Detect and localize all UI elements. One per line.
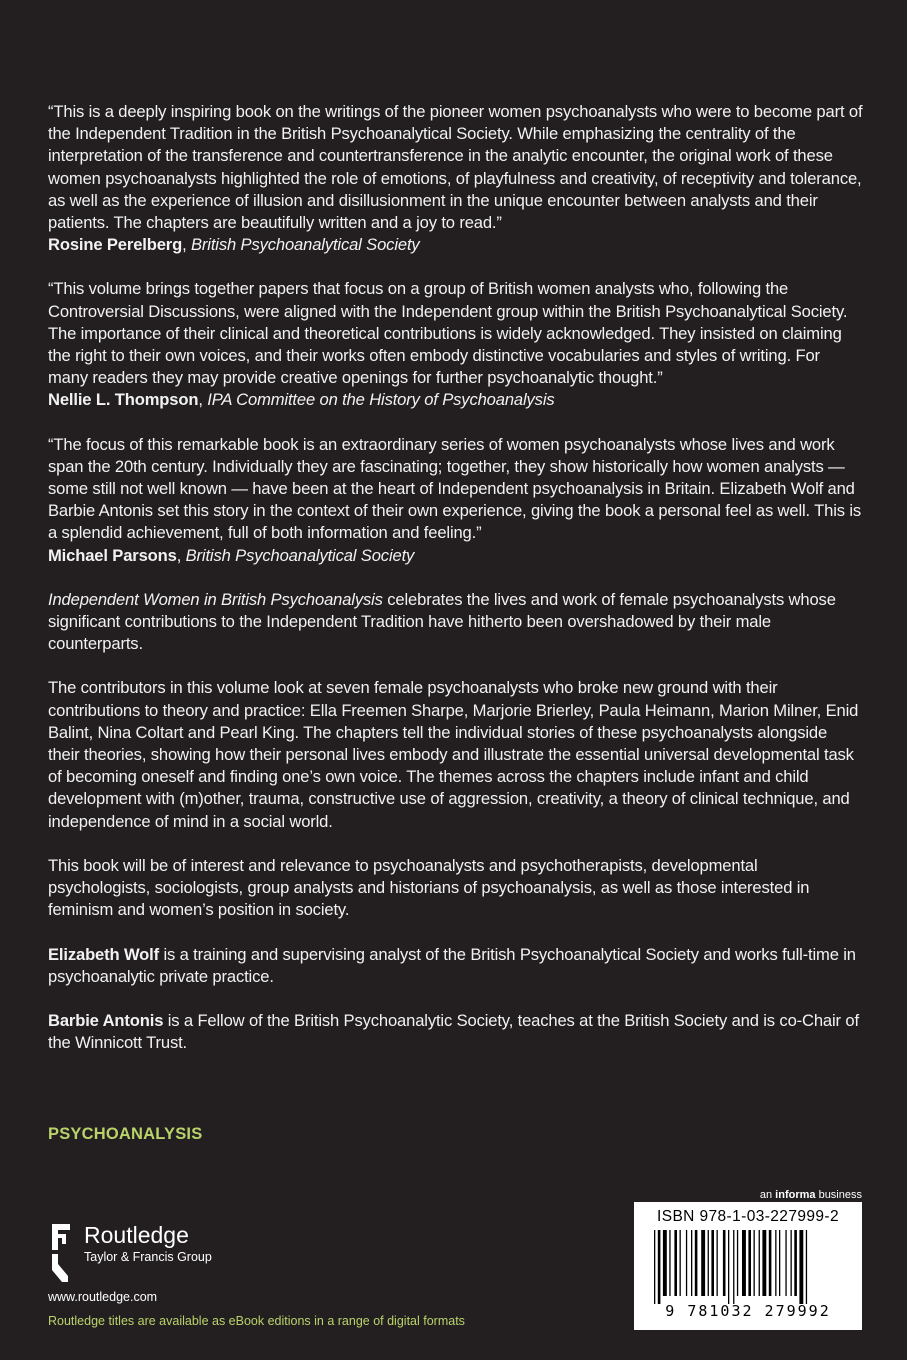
barcode-bar — [669, 1230, 670, 1296]
barcode-bar — [723, 1230, 726, 1296]
routledge-logo-icon — [48, 1220, 76, 1286]
barcode-bar — [785, 1230, 786, 1296]
barcode-bar — [762, 1230, 766, 1296]
endorsement-quote: “This is a deeply inspiring book on the writings of the pioneer women psychoanalysts who were to become part of the Independent Tradition in the British Psychoanalytical Society. While emphasizing the centrality of the interpretation of the transference and countertransference in the analytic encounter, the original work of these women psychoanalysts highlighted the role of emotions, of playfulness and creativity, of receptivity and tolerance, as well as the experience of illusion and disillusionment in the unique encounter between analysts and their patients. The chapters are beautifully written and a joy to read.” — [48, 102, 863, 233]
endorser-name: Nellie L. Thompson — [48, 390, 199, 410]
barcode-bar — [742, 1230, 746, 1296]
endorsement-attribution: Rosine Perelberg, British Psychoanalytical Society — [48, 235, 420, 255]
barcode-bar — [775, 1230, 776, 1296]
barcode-bar — [769, 1230, 772, 1296]
barcode-bar — [686, 1230, 687, 1296]
isbn-text: ISBN 978-1-03-227999-2 — [657, 1208, 839, 1225]
publisher-logo — [48, 1220, 508, 1286]
publisher-block — [48, 1220, 508, 1328]
endorsement-attribution: Michael Parsons, British Psychoanalytical Society — [48, 545, 415, 565]
publisher-url[interactable]: www.routledge.com — [48, 1290, 158, 1304]
barcode-digits: 9 781032 279992 — [665, 1302, 831, 1320]
barcode-bar — [791, 1230, 792, 1296]
barcode-bar — [754, 1230, 755, 1296]
endorsement-quote: “The focus of this remarkable book is an extraordinary series of women psychoanalysts whose lives and work span the 20th century. Individually they are fascinating; together, they show historically how women analysts — some still not well known — have been at the heart of Independent psychoanalysis in Britain. Elizabeth Wolf and Barbie Antonis set this story in the context of their own experience, giving the book a personal feel as well. This is a splendid achievement, full of both information and feeling.” — [48, 434, 862, 543]
barcode-bar — [654, 1230, 655, 1304]
editor-bio: Elizabeth Wolf is a training and supervising analyst of the British Psychoanalytical Society and works full-time in psychoanalytic private practice. — [48, 944, 856, 986]
endorser-affiliation: British Psychoanalytical Society — [191, 235, 420, 255]
barcode-bar — [733, 1230, 734, 1304]
description-paragraph: The contributors in this volume look at seven female psychoanalysts who broke new ground with their contributions to theory and practice: Ella Freemen Sharpe, Marjorie Brierley, Paula Heimann, Marion Milner, Enid Balint, Nina Coltart and Pearl King. The chapters tell the individual stories of these psychoanalysts alongside their theories, showing how their personal lives embody and illustrate the essential universal developmental task of becoming oneself and finding one’s own voice. The themes across the chapters include infant and child development with (m)other, trauma, constructive use of aggression, creativity, a theory of clinical technique, and independence of mind in a social world. — [48, 678, 859, 831]
barcode-bar — [674, 1230, 677, 1296]
barcode-bar — [779, 1230, 780, 1296]
informa-business: an informa business — [759, 1189, 862, 1201]
barcode-bar — [658, 1230, 661, 1304]
endorsement — [48, 101, 863, 256]
barcode-bar — [691, 1230, 692, 1296]
barcode-bars — [648, 1230, 848, 1304]
barcode-bar — [799, 1230, 803, 1304]
editor-name: Elizabeth Wolf — [48, 944, 159, 964]
barcode-bar — [708, 1230, 709, 1296]
endorsement — [48, 278, 863, 411]
barcode-bar — [695, 1230, 698, 1296]
description-paragraph: Independent Women in British Psychoanalysis celebrates the lives and work of female psychoanalysts whose significant contributions to the Independent Tradition have hitherto been overshadowed by their male counterparts. — [48, 589, 836, 654]
barcode-bar — [717, 1230, 718, 1296]
back-cover-text — [48, 101, 863, 1076]
description-paragraph: This book will be of interest and relevance to psychoanalysts and psychotherapists, developmental psychologists, sociologists, group analysts and historians of psychoanalysis, as well as those interested in feminism and women’s position in society. — [48, 855, 810, 920]
barcode-bar — [806, 1230, 807, 1304]
barcode-bar — [701, 1230, 705, 1296]
endorsement-quote: “This volume brings together papers that focus on a group of British women analysts who, following the Controversial Discussions, were aligned with the Independent group within the British Psychoanalytical Society. The importance of their clinical and theoretical contributions is widely acknowledged. They insisted on claiming the right to their own voices, and their works often embody distinctive vocabularies and styles of writing. For many readers they may provide creative openings for further psychoanalytic thought.” — [48, 279, 848, 388]
publisher-group: Taylor & Francis Group — [84, 1250, 212, 1264]
endorser-name: Rosine Perelberg — [48, 235, 183, 255]
barcode-bar — [759, 1230, 760, 1296]
endorsement — [48, 434, 863, 567]
endorsement-attribution: Nellie L. Thompson, IPA Committee on the History of Psychoanalysis — [48, 390, 555, 410]
barcode-bar — [663, 1230, 667, 1296]
publisher-name: Routledge — [84, 1222, 189, 1248]
barcode-bar — [680, 1230, 681, 1296]
barcode-bar — [711, 1230, 714, 1296]
endorser-affiliation: British Psychoanalytical Society — [185, 545, 415, 565]
barcode-bar — [728, 1230, 729, 1304]
isbn-barcode — [634, 1202, 862, 1330]
endorser-name: Michael Parsons — [48, 545, 177, 565]
barcode-bar — [737, 1230, 738, 1296]
editor-name: Barbie Antonis — [48, 1010, 164, 1030]
barcode-bar — [794, 1230, 797, 1296]
editor-bio: Barbie Antonis is a Fellow of the British Psychoanalytic Society, teaches at the British Society and is co-Chair of the Winnicott Trust. — [48, 1010, 859, 1053]
ebook-note: Routledge titles are available as eBook editions in a range of digital formats — [48, 1314, 465, 1328]
barcode-bar — [748, 1230, 751, 1296]
endorser-affiliation: IPA Committee on the History of Psychoanalysis — [207, 390, 555, 410]
subject-category: PSYCHOANALYSIS — [48, 1125, 203, 1143]
book-title: Independent Women in British Psychoanalysis — [48, 589, 383, 609]
